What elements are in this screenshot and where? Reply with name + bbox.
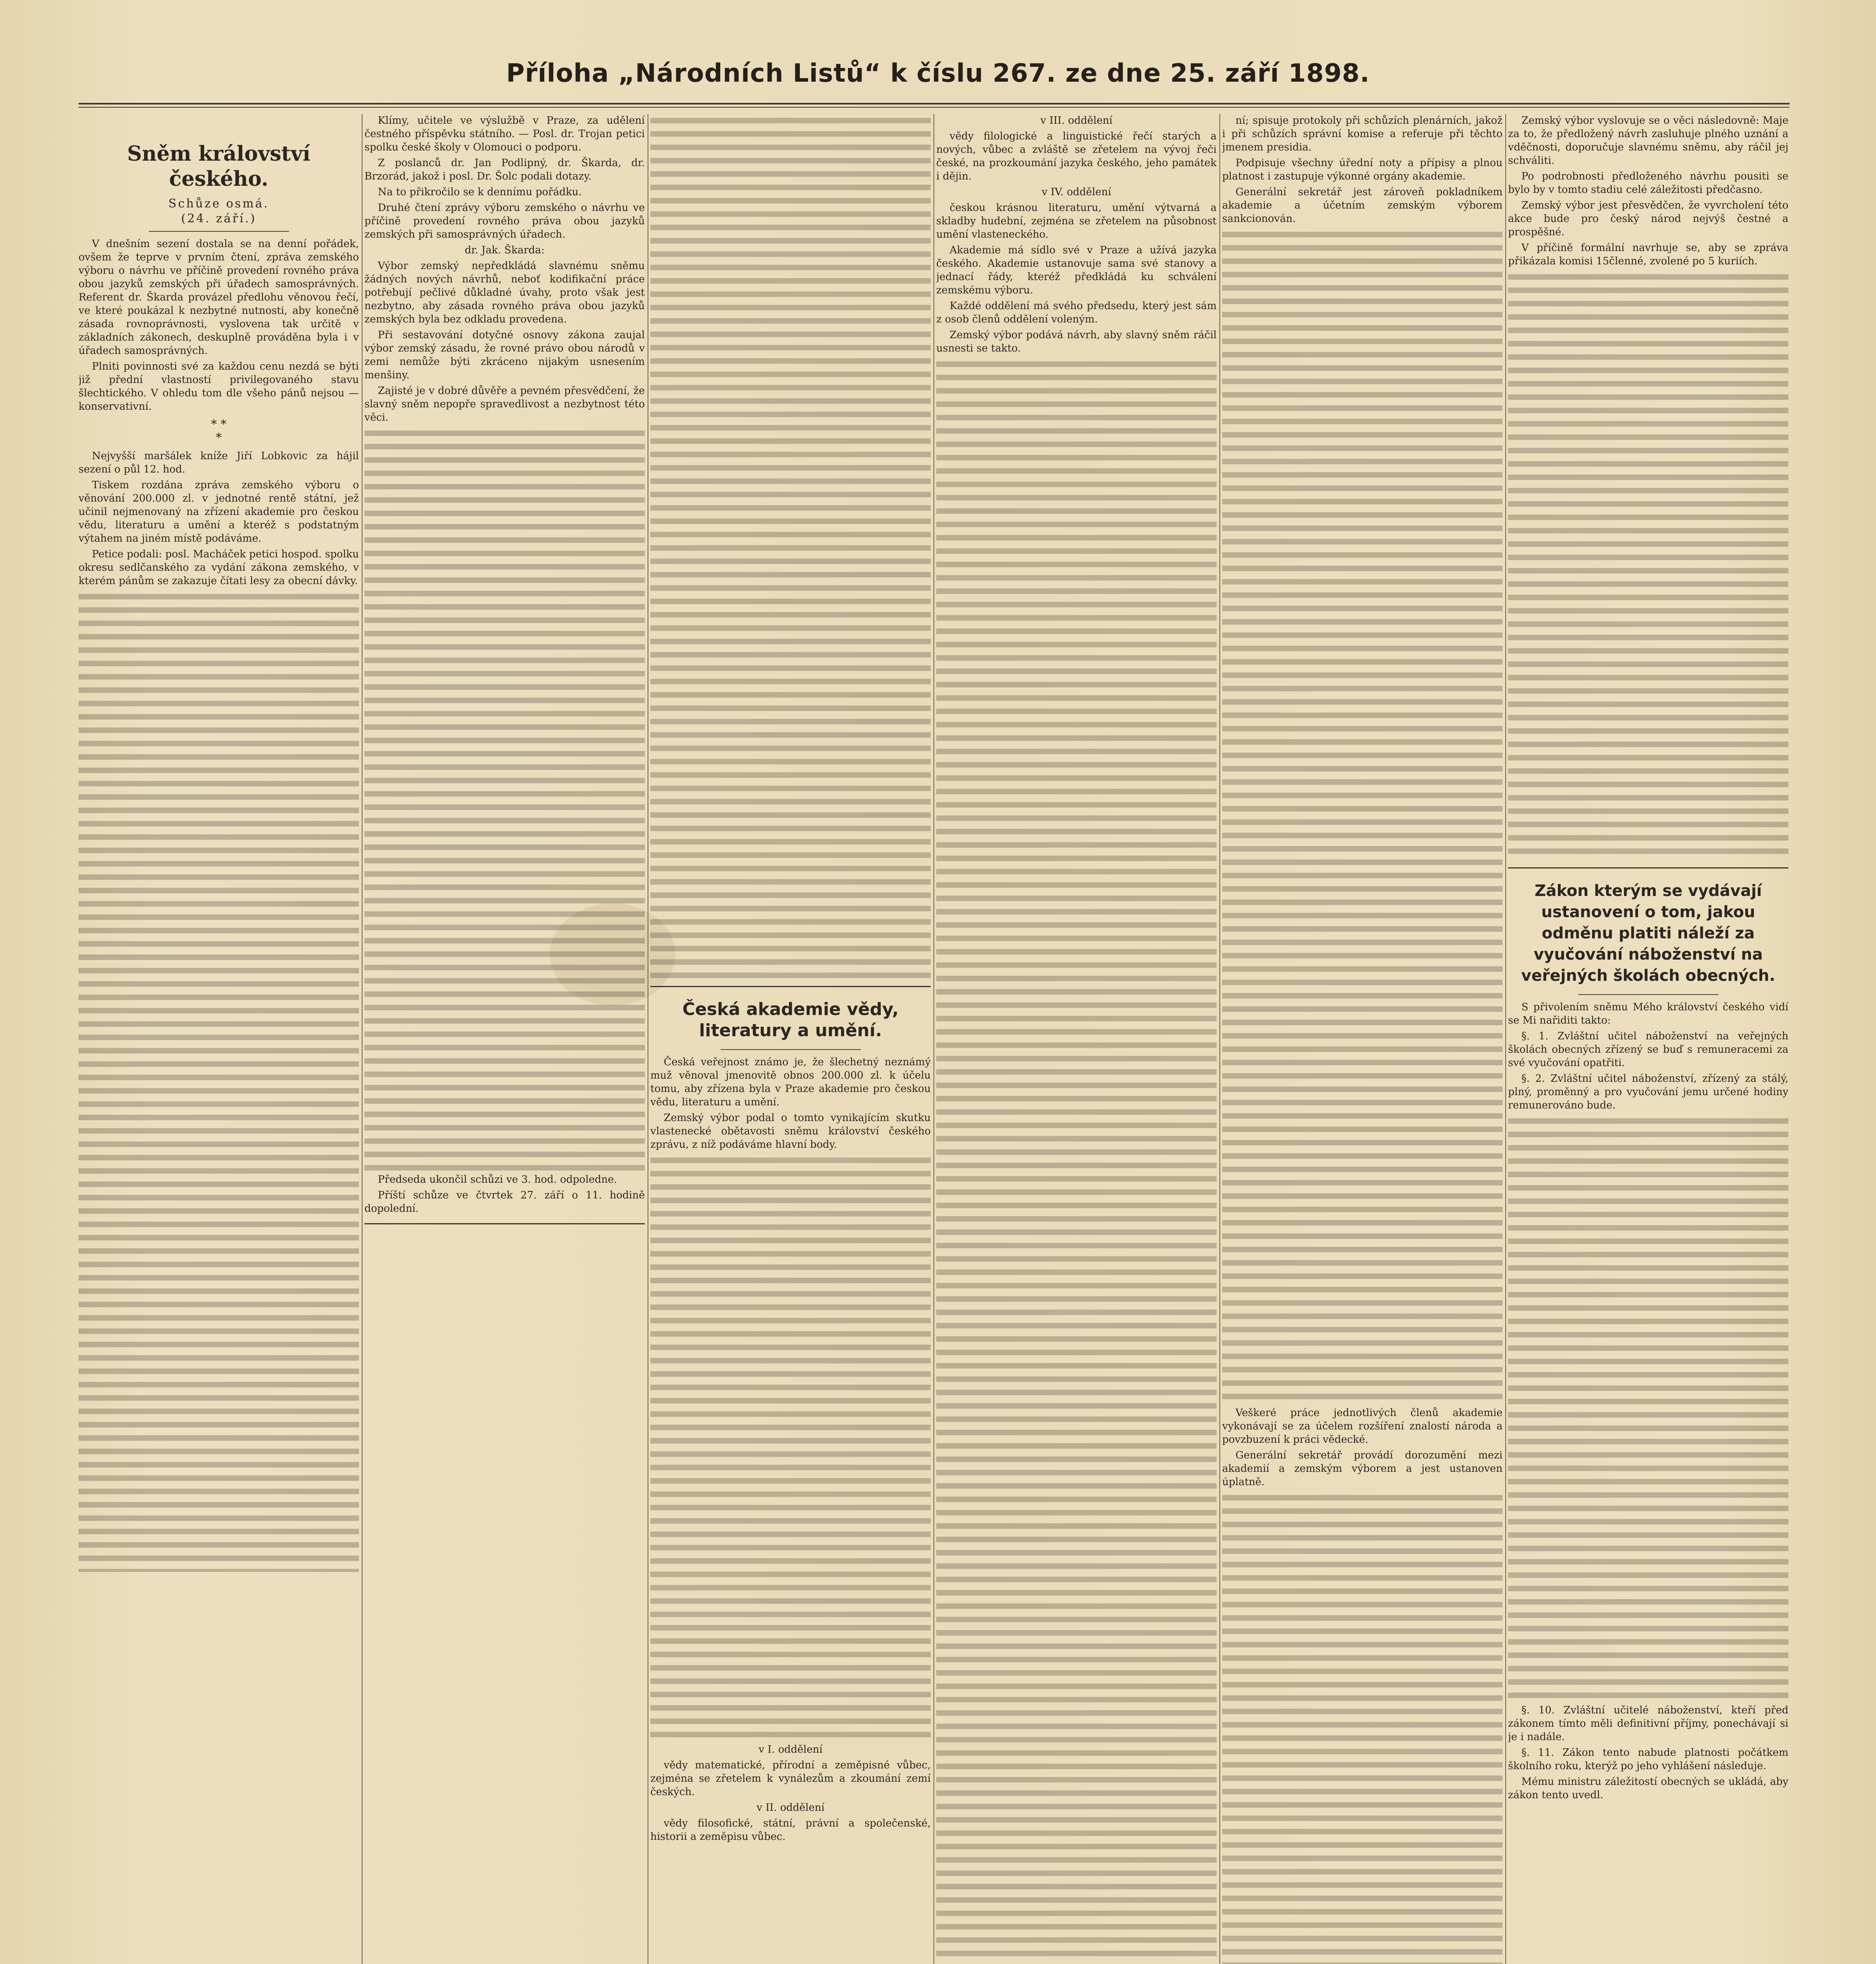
section-heading: v I. oddělení (758, 1744, 823, 1755)
paragraph: Výbor zemský nepředkládá slavnému sněmu žádných nových návrhů, neboť kodifikační práce potřebují pečlivé důkladné úvahy, proto však jest nezbytno, aby zásada rovného práva obou jazyků zemských byla bez odkladu provedena. (364, 260, 645, 325)
paragraph: Podpisuje všechny úřední noty a přípisy a plnou platnost i zastupuje výkonné orgány akademie. (1222, 157, 1503, 182)
text-lines (650, 1154, 931, 1743)
article-title: Česká akademie vědy, literatury a umění. (682, 999, 899, 1041)
paragraph: Příští schůze ve čtvrtek 27. září o 11. hodině dopolední. (364, 1189, 645, 1215)
divider (364, 1223, 645, 1224)
paragraph: Předseda ukončil schůzi ve 3. hod. odpoledne. (378, 1174, 617, 1185)
paragraph: ní; spisuje protokoly při schůzích plenárních, jakož i při schůzích správní komise a referuje při těchto jmenem presidia. (1222, 115, 1503, 153)
text-lines (936, 357, 1217, 1964)
column-4 (936, 114, 1217, 1964)
text-lines (1508, 1114, 1788, 1704)
paragraph: Po podrobnosti předloženého návrhu pousiti se bylo by v tomto stadiu celé záležitosti předčasno. (1508, 170, 1788, 196)
divider (1508, 867, 1788, 868)
paragraph: Druhé čtení zprávy výboru zemského o návrhu ve příčině provedení rovného práva obou jazyků zemských při samosprávných úřadech. (364, 202, 645, 240)
paragraph: Z poslanců dr. Jan Podlipný, dr. Škarda, dr. Brzorád, jakož i posl. Dr. Šolc podali dotazy. (364, 157, 645, 182)
paragraph: Zemský výbor vyslovuje se o věci následovně: Maje za to, že předložený návrh zasluhuje plného uznání a vděčnosti, doporučuje slavnému sněmu, aby ráčil jej schváliti. (1508, 115, 1788, 167)
divider (149, 231, 289, 232)
column-3 (650, 114, 931, 1964)
session-date: (24. září.) (181, 212, 256, 225)
section-heading: v III. oddělení (1040, 115, 1113, 126)
paragraph: Mému ministru záležitostí obecných se ukládá, aby zákon tento uvedl. (1508, 1776, 1788, 1801)
column-5 (1222, 114, 1503, 1964)
session-label: Schůze osmá. (168, 197, 269, 211)
paragraph: §. 11. Zákon tento nabude platnosti počátkem školního roku, kterýž po jeho vyhlášení následuje. (1508, 1747, 1788, 1772)
paragraph: V příčině formální navrhuje se, aby se zpráva přikázala komisi 15členné, zvolené po 5 kuriích. (1508, 242, 1788, 267)
text-lines (1222, 228, 1503, 1406)
paragraph: vědy filosofické, státní, právní a společenské, historii a zeměpisu vůbec. (650, 1817, 931, 1843)
text-lines (1508, 270, 1788, 859)
paragraph: Veškeré práce jednotlivých členů akademie vykonávají se za účelem rozšíření znalostí národa a povzbuzení k práci vědecké. (1222, 1407, 1503, 1446)
paragraph: §. 1. Zvláštní učitel náboženství na veřejných školách obecných zřízený se buď s remuneracemi za své vyučování opatřiti. (1508, 1030, 1788, 1069)
page-header (0, 59, 1876, 102)
column-6 (1508, 114, 1788, 1964)
paragraph: Zajisté je v dobré důvěře a pevném přesvědčení, že slavný sněm nepopře spravedlivost a nezbytnost této věci. (364, 385, 645, 423)
divider (721, 1049, 861, 1050)
paragraph: vědy filologické a linguistické řečí starých a nových, vůbec a zvláště se zřetelem na vývoj řeči české, na prozkoumání jazyka českého, jeho památek i dějin. (936, 130, 1217, 182)
paragraph: V dnešním sezení dostala se na denní pořádek, ovšem že teprve v prvním čtení, zpráva zemského výboru o návrhu ve příčině provedení rovného práva obou jazyků zemských při úřadech samosprávných. Referent dr. Škarda provázel předlohu věnovou řečí, ve které poukázal k nezbytné nutnosti, aby konečně zásada rovnoprávnosti, vyslovena tak určitě v základních zákonech, deskuplně prováděna byla i v úřadech samosprávných. (79, 238, 359, 357)
paragraph: Každé oddělení má svého předsedu, který jest sám z osob členů oddělení voleným. (936, 300, 1217, 325)
law-title: Zákon kterým se vydávají ustanovení o tom, jakou odměnu platiti náleží za vyučování náboženství na veřejných školách obecných. (1521, 882, 1775, 985)
column-rule (1219, 114, 1220, 1964)
header-rule (79, 103, 1790, 104)
header-rule (79, 107, 1790, 108)
paragraph: §. 10. Zvláštní učitelé náboženství, kteří před zákonem tímto měli definitivní příjmy, ponechávají si je i nadále. (1508, 1704, 1788, 1743)
supplement-title: Příloha „Národních Listů“ k číslu 267. ze dne 25. září 1898. (506, 59, 1370, 88)
text-lines (364, 427, 645, 1173)
section-stars: * * * (211, 418, 227, 445)
paragraph: Nejvyšší maršálek kníže Jiří Lobkovic za hájil sezení o půl 12. hod. (79, 450, 359, 475)
paragraph: Generální sekretář provádí dorozumění mezi akademií a zemským výborem a jest ustanoven úplatně. (1222, 1449, 1503, 1488)
paragraph: Plniti povinnosti své za každou cenu nezdá se býti již přední vlastností privilegovaného stavu šlechtického. V ohledu tom dle všeho pánů nejsou — konservativní. (79, 361, 359, 412)
paragraph: Generální sekretář jest zároveň pokladníkem akademie a účetním zemským výborem sankcionován. (1222, 186, 1503, 225)
paragraph: Česká veřejnost známo je, že šlechetný neznámý muž věnoval jmenovitě obnos 200.000 zl. k účelu tomu, aby zřízena byla v Praze akademie pro českou vědu, literaturu a umění. (650, 1056, 931, 1108)
divider (1578, 994, 1719, 995)
paragraph: Zemský výbor jest přesvědčen, že vyvrcholení této akce bude pro český národ nejvýš čestné a prospěšné. (1508, 200, 1788, 238)
paragraph: Na to přikročilo se k dennímu pořádku. (378, 186, 582, 198)
speaker-name: dr. Jak. Škarda: (465, 244, 545, 256)
section-heading: v IV. oddělení (1041, 186, 1111, 198)
paragraph: Klímy, učitele ve výslužbě v Praze, za udělení čestného příspěvku státního. — Posl. dr. Trojan petici spolku české školy v Olomouci o podporu. (364, 115, 645, 153)
paragraph: §. 2. Zvláštní učitel náboženství, zřízený za stálý, plný, proměnný a pro vyučování jemu určené hodiny remunerováno bude. (1508, 1073, 1788, 1111)
text-lines (1222, 1491, 1503, 1964)
paragraph: Zemský výbor podal o tomto vynikajícím skutku vlastenecké obětavosti sněmu království českého zprávu, z níž podáváme hlavní body. (650, 1112, 931, 1151)
paragraph: Akademie má sídlo své v Praze a užívá jazyka českého. Akademie ustanovuje sama své stanovy a jednací řády, kteréž předkládá ku schválení zemskému výboru. (936, 244, 1217, 296)
text-lines (650, 114, 931, 978)
divider (650, 986, 931, 987)
paragraph: Zemský výbor podává návrh, aby slavný sněm ráčil usnesti se takto. (936, 329, 1217, 354)
paragraph: vědy matematické, přírodní a zeměpisné vůbec, zejména se zřetelem k vynálezům a zkoumání zemí českých. (650, 1759, 931, 1798)
paragraph: Tiskem rozdána zpráva zemského výboru o věnování 200.000 zl. v jednotné rentě státní, jež učinil nejmenovaný na zřízení akademie pro českou vědu, literaturu a umění a kteréž s podstatným výtahem na jiném místě podáváme. (79, 479, 359, 544)
text-lines (79, 590, 359, 1572)
article-title: Sněm království českého. (127, 142, 311, 191)
column-1 (79, 114, 359, 1964)
paragraph: Při sestavování dotyčné osnovy zákona zaujal výbor zemský zásadu, že rovné právo obou národů v zemi nemůže býti zkráceno nijakým usnesením menšiny. (364, 329, 645, 381)
column-rule (933, 114, 934, 1964)
column-2 (364, 114, 645, 1964)
column-rule (1505, 114, 1506, 1964)
paragraph: S přivolením sněmu Mého království českého vidí se Mi nařiditi takto: (1508, 1001, 1788, 1026)
paragraph: českou krásnou literaturu, umění výtvarná a skladby hudební, zejména se zřetelem na působnost umění vlasteneckého. (936, 202, 1217, 240)
section-heading: v II. oddělení (756, 1802, 825, 1814)
paragraph: Petice podali: posl. Macháček petici hospod. spolku okresu sedlčanského za vydání zákona zemského, v kterém pánům se zakazuje čítati lesy za obecní dávky. (79, 548, 359, 587)
